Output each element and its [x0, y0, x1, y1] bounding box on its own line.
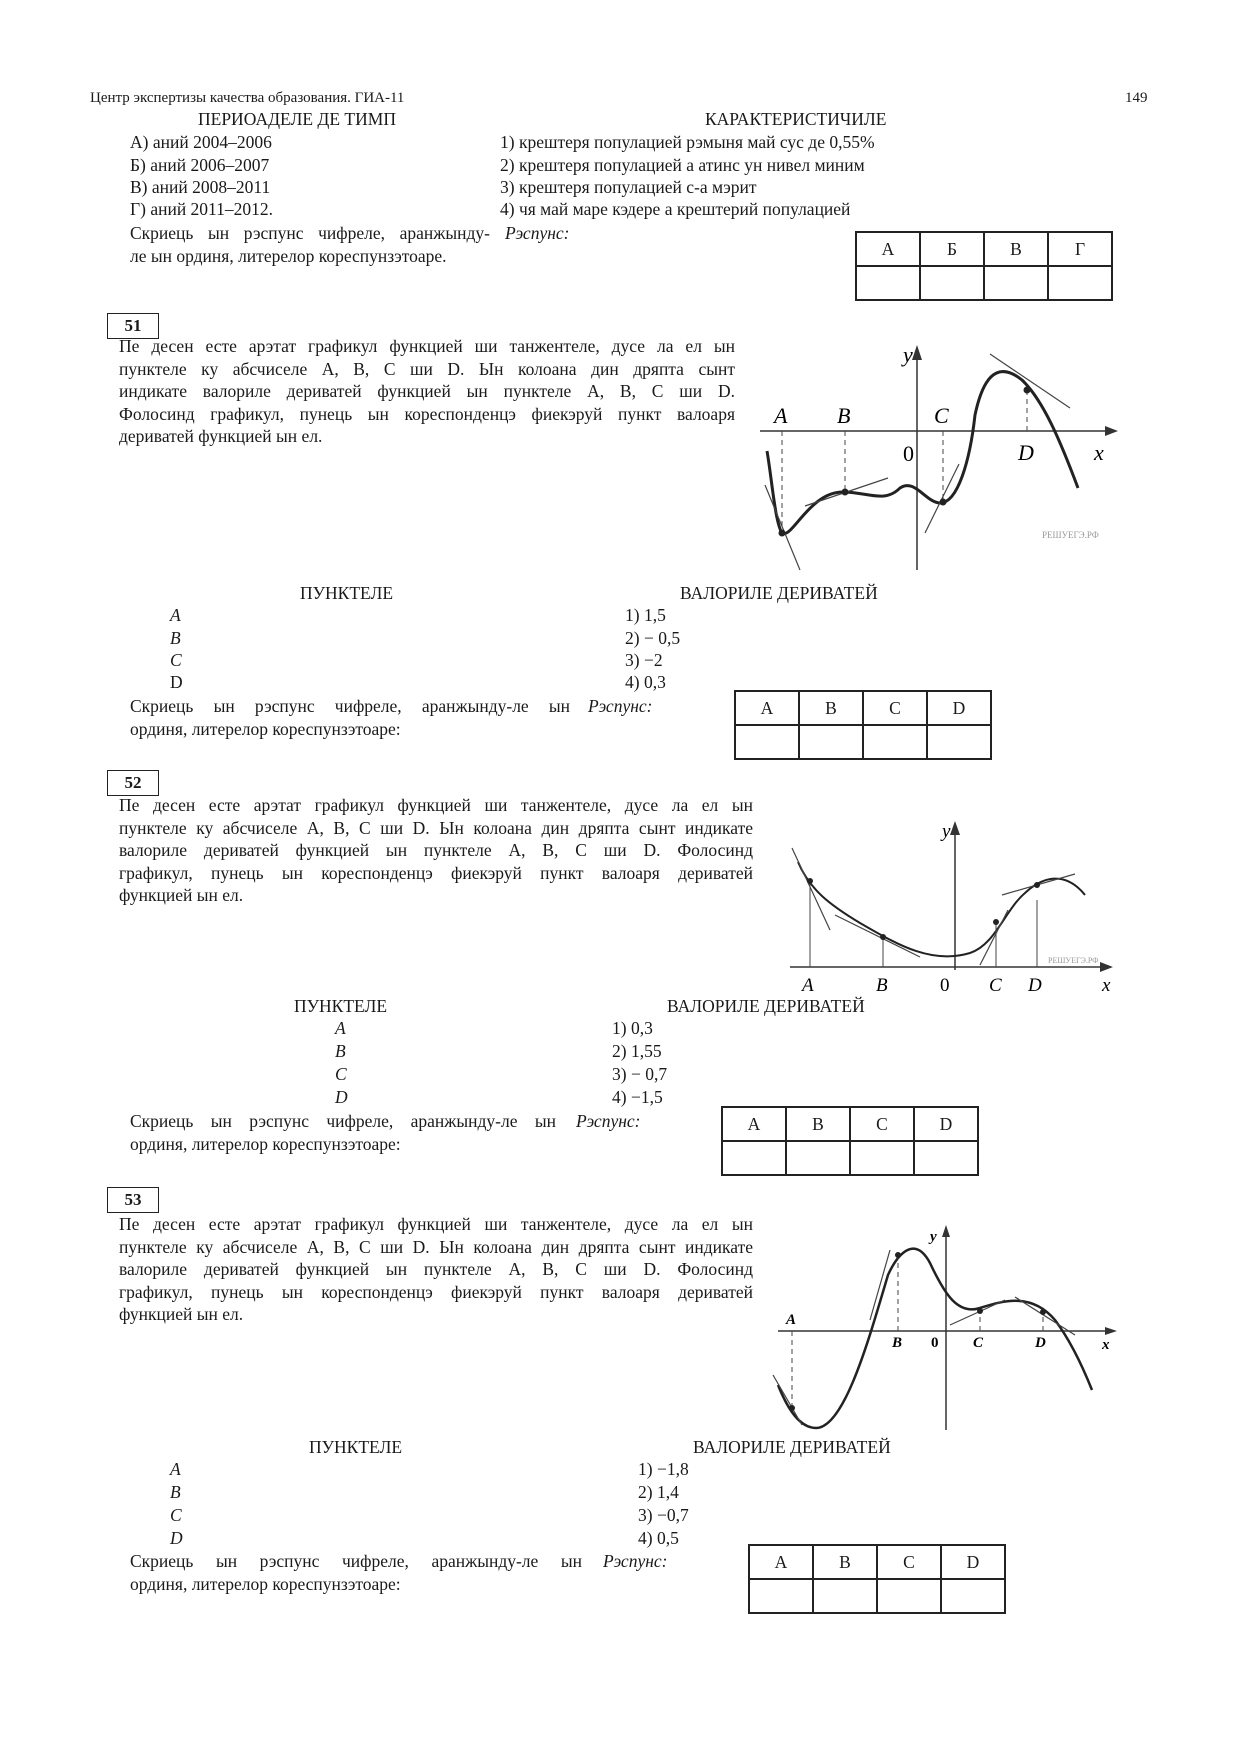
tangent-point — [977, 1308, 983, 1314]
answer-input-cell[interactable] — [941, 1579, 1005, 1613]
answer-header-cell: C — [850, 1107, 914, 1141]
y-axis-arrow-icon — [950, 821, 960, 835]
answer-table — [721, 1106, 979, 1176]
column-title-points: ПУНКТЕЛЕ — [309, 1437, 403, 1457]
instruction-text: Скриець ын рэспунс чифреле, аранжынду- ле ын ординя, литерелор кореспунзэтоаре. — [130, 223, 490, 266]
value-item: 2) 1,55 — [612, 1041, 662, 1061]
tangent-point — [993, 919, 999, 925]
column-title-values: ВАЛОРИЛЕ ДЕРИВАТЕЙ — [667, 996, 865, 1016]
tangent-line — [835, 915, 920, 957]
function-graph — [780, 815, 1120, 995]
origin-label: 0 — [940, 975, 950, 995]
y-axis-label: y — [930, 1229, 937, 1245]
point-item: A — [170, 1459, 181, 1479]
column-title-characteristics: КАРАКТЕРИСТИЧИЛЕ — [705, 109, 887, 129]
answer-input-cell[interactable] — [813, 1579, 877, 1613]
answer-input-cell[interactable] — [735, 725, 799, 759]
answer-label: Рэспунс: — [588, 696, 653, 716]
point-item: B — [170, 628, 181, 648]
period-item: В) аний 2008–2011 — [130, 177, 271, 197]
point-label-c: C — [934, 403, 949, 428]
x-axis-arrow-icon — [1100, 962, 1113, 972]
answer-header-cell: C — [877, 1545, 941, 1579]
tangent-line — [1015, 1297, 1075, 1335]
value-item: 4) −1,5 — [612, 1087, 663, 1107]
point-item: C — [170, 1505, 182, 1525]
x-axis-arrow-icon — [1105, 1327, 1117, 1335]
answer-input-cell[interactable] — [877, 1579, 941, 1613]
point-label-b: B — [876, 975, 888, 995]
period-item: Б) аний 2006–2007 — [130, 155, 270, 175]
function-graph — [770, 1225, 1120, 1435]
point-label-d: D — [1028, 975, 1042, 995]
answer-header-cell: В — [984, 232, 1048, 266]
value-item: 4) 0,5 — [638, 1528, 679, 1548]
answer-table — [748, 1544, 1006, 1614]
answer-input-cell[interactable] — [927, 725, 991, 759]
tangent-point — [807, 878, 813, 884]
tangent-point — [940, 499, 947, 506]
point-label-d: D — [1035, 1335, 1046, 1351]
answer-input-cell[interactable] — [1048, 266, 1112, 300]
function-graph — [760, 340, 1120, 580]
watermark: РЕШУЕГЭ.РФ — [1042, 530, 1099, 540]
point-label-b: B — [837, 403, 851, 428]
value-item: 2) − 0,5 — [625, 628, 681, 648]
point-label-a: A — [774, 403, 788, 428]
point-label-c: C — [973, 1335, 984, 1351]
answer-header-cell: A — [735, 691, 799, 725]
point-item: C — [335, 1064, 347, 1084]
point-label-b: B — [892, 1335, 903, 1351]
answer-input-cell[interactable] — [920, 266, 984, 300]
value-item: 1) 0,3 — [612, 1018, 653, 1038]
answer-header-cell: D — [914, 1107, 978, 1141]
answer-input-cell[interactable] — [850, 1141, 914, 1175]
value-item: 1) −1,8 — [638, 1459, 689, 1479]
answer-header-cell: A — [722, 1107, 786, 1141]
answer-input-cell[interactable] — [863, 725, 927, 759]
answer-header-cell: Б — [920, 232, 984, 266]
tangent-point — [789, 1405, 795, 1411]
task-text: Пе десен есте арэтат графикул функцией ши танжентеле, дусе ла ел ын пунктеле ку абсчиселе A, B, C ши D. Ын колоана дин дряпта сынт индикате валориле дериватей функцией ын пунктеле A, B, C ши D. Фолосинд графикул, пунець ын кореспонденцэ фиекэруй пункт валоаря дериватей функцией ын ел. — [119, 336, 735, 446]
characteristic-item: 3) крештеря популацией с-а мэрит — [500, 177, 757, 197]
tangent-point — [1034, 882, 1040, 888]
answer-header-cell: A — [749, 1545, 813, 1579]
task-text: Пе десен есте арэтат графикул функцией ши танжентеле, дусе ла ел ын пунктеле ку абсчиселе A, B, C ши D. Ын колоана дин дряпта сынт индикате валориле дериватей функцией ын пунктеле A, B, C ши D. Фолосинд графикул, пунець ын кореспонденцэ фиекэруй пункт валоаря дериватей функцией ын ел. — [119, 1214, 753, 1324]
task-number: 51 — [107, 313, 159, 339]
x-axis-label: x — [1102, 1337, 1110, 1353]
tangent-line — [792, 848, 830, 930]
answer-table — [734, 690, 992, 760]
answer-label: Рэспунс: — [603, 1551, 668, 1571]
origin-label: 0 — [931, 1335, 939, 1351]
tangent-point — [1040, 1309, 1046, 1315]
answer-header-cell: C — [863, 691, 927, 725]
y-axis-arrow-icon — [912, 345, 922, 360]
point-item: B — [170, 1482, 181, 1502]
x-axis-arrow-icon — [1105, 426, 1118, 436]
tangent-point — [842, 489, 849, 496]
tangent-point — [779, 530, 786, 537]
answer-header-cell: B — [813, 1545, 877, 1579]
point-item: A — [335, 1018, 346, 1038]
instruction-text: Скриець ын рэспунс чифреле, аранжынду-ле ын ординя, литерелор кореспунзэтоаре: — [130, 1551, 582, 1594]
answer-input-cell[interactable] — [914, 1141, 978, 1175]
watermark: РЕШУЕГЭ.РФ — [1048, 956, 1099, 965]
characteristic-item: 4) чя май маре кэдере а крештерий популацией — [500, 199, 851, 219]
period-item: А) аний 2004–2006 — [130, 132, 272, 152]
column-title-periods: ПЕРИОАДЕЛЕ ДЕ ТИМП — [198, 109, 396, 129]
point-item: B — [335, 1041, 346, 1061]
answer-input-cell[interactable] — [749, 1579, 813, 1613]
point-item: A — [170, 605, 181, 625]
value-item: 3) −2 — [625, 650, 663, 670]
point-item: C — [170, 650, 182, 670]
column-title-points: ПУНКТЕЛЕ — [300, 583, 394, 603]
answer-label: Рэспунс: — [576, 1111, 641, 1131]
task-number: 52 — [107, 770, 159, 796]
column-title-values: ВАЛОРИЛЕ ДЕРИВАТЕЙ — [680, 583, 878, 603]
characteristic-item: 2) крештеря популацией а атинс ун нивел миним — [500, 155, 865, 175]
answer-header-cell: B — [799, 691, 863, 725]
characteristic-item: 1) крештеря популацией рэмыня май сус де 0,55% — [500, 132, 875, 152]
page-number: 149 — [1125, 90, 1148, 106]
x-axis-label: x — [1102, 975, 1111, 995]
point-label-d: D — [1018, 440, 1034, 465]
column-title-values: ВАЛОРИЛЕ ДЕРИВАТЕЙ — [693, 1437, 891, 1457]
value-item: 3) −0,7 — [638, 1505, 689, 1525]
answer-header-cell: D — [927, 691, 991, 725]
task-number: 53 — [107, 1187, 159, 1213]
y-axis-arrow-icon — [942, 1225, 950, 1237]
point-label-a: A — [802, 975, 814, 995]
point-label-c: C — [989, 975, 1002, 995]
value-item: 3) − 0,7 — [612, 1064, 668, 1084]
instruction-text: Скриець ын рэспунс чифреле, аранжынду-ле ын ординя, литерелор кореспунзэтоаре: — [130, 1111, 556, 1154]
origin-label: 0 — [903, 441, 914, 466]
tangent-line — [990, 354, 1070, 408]
answer-input-cell[interactable] — [722, 1141, 786, 1175]
tangent-point — [1024, 387, 1031, 394]
tangent-point — [880, 934, 886, 940]
answer-header-cell: А — [856, 232, 920, 266]
answer-header-cell: B — [786, 1107, 850, 1141]
point-item: D — [170, 672, 183, 692]
point-item: D — [170, 1528, 183, 1548]
point-label-a: A — [786, 1312, 797, 1328]
y-axis-label: y — [903, 342, 913, 367]
function-curve — [798, 862, 1085, 956]
value-item: 1) 1,5 — [625, 605, 666, 625]
tangent-line — [870, 1250, 890, 1320]
answer-label: Рэспунс: — [505, 223, 570, 243]
column-title-points: ПУНКТЕЛЕ — [294, 996, 388, 1016]
page-header: Центр экспертизы качества образования. ГИА-11 — [90, 90, 405, 106]
tangent-point — [895, 1252, 901, 1258]
answer-input-cell[interactable] — [799, 725, 863, 759]
instruction-text: Скриець ын рэспунс чифреле, аранжынду-ле ын ординя, литерелор кореспунзэтоаре: — [130, 696, 570, 739]
tangent-line — [980, 910, 1008, 965]
tangent-line — [773, 1375, 802, 1425]
value-item: 4) 0,3 — [625, 672, 666, 692]
answer-input-cell[interactable] — [856, 266, 920, 300]
answer-input-cell[interactable] — [786, 1141, 850, 1175]
point-item: D — [335, 1087, 348, 1107]
period-item: Г) аний 2011–2012. — [130, 199, 274, 219]
answer-header-cell: Г — [1048, 232, 1112, 266]
task-text: Пе десен есте арэтат графикул функцией ши танжентеле, дусе ла ел ын пунктеле ку абсчиселе A, B, C ши D. Ын колоана дин дряпта сынт индикате валориле дериватей функцией ын пунктеле A, B, C ши D. Фолосинд графикул, пунець ын кореспонденцэ фиекэруй пункт валоаря дериватей функцией ын ел. — [119, 795, 753, 905]
x-axis-label: x — [1094, 440, 1104, 465]
y-axis-label: y — [942, 821, 951, 842]
answer-input-cell[interactable] — [984, 266, 1048, 300]
answer-table — [855, 231, 1113, 301]
answer-header-cell: D — [941, 1545, 1005, 1579]
value-item: 2) 1,4 — [638, 1482, 679, 1502]
